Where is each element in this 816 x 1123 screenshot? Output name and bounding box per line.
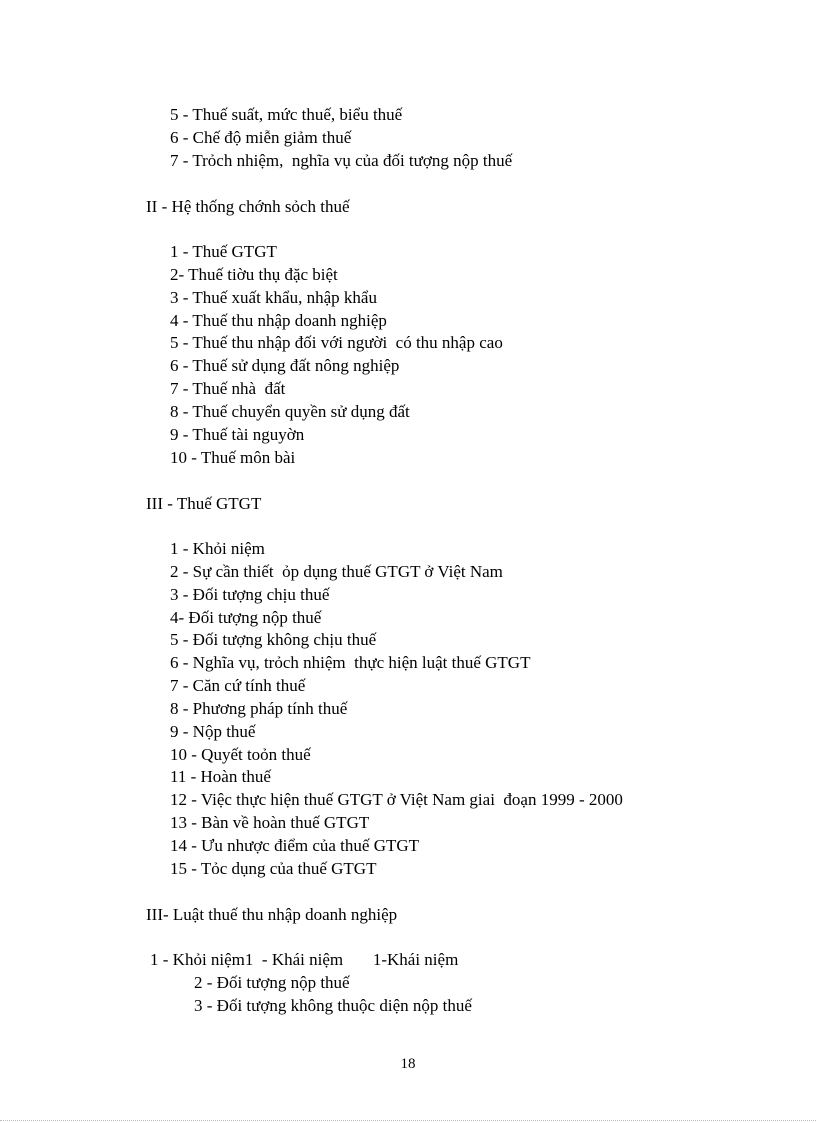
list-item: 1 - Thuế GTGT: [170, 242, 277, 261]
page-divider: [0, 1120, 816, 1121]
list-item: 9 - Nộp thuế: [170, 722, 256, 741]
section-heading: III - Thuế GTGT: [146, 494, 262, 513]
list-item: 3 - Đối tượng không thuộc diện nộp thuế: [194, 996, 472, 1015]
list-item: 13 - Bàn về hoàn thuế GTGT: [170, 813, 370, 832]
list-item: 4- Đối tượng nộp thuế: [170, 608, 322, 627]
list-item: 1 - Khỏi niệm1 - Khái niệm 1-Khái niệm: [150, 950, 459, 969]
section-heading: II - Hệ thống chớnh sỏch thuế: [146, 197, 350, 216]
list-item: 5 - Thuế suất, mức thuế, biểu thuế: [170, 105, 403, 124]
section-heading: III- Luật thuế thu nhập doanh nghiệp: [146, 905, 398, 924]
list-item: 14 - Ưu nhược điểm của thuế GTGT: [170, 836, 420, 855]
list-item: 5 - Thuế thu nhập đối với người có thu nhập cao: [170, 333, 503, 352]
list-item: 9 - Thuế tài nguyờn: [170, 425, 305, 444]
list-item: 10 - Thuế môn bài: [170, 448, 296, 467]
list-item: 2- Thuế tiờu thụ đặc biệt: [170, 265, 338, 284]
list-item: 1 - Khỏi niệm: [170, 539, 265, 558]
list-item: 6 - Thuế sử dụng đất nông nghiệp: [170, 356, 400, 375]
list-item: 7 - Căn cứ tính thuế: [170, 676, 306, 695]
list-item: 2 - Sự cần thiết ỏp dụng thuế GTGT ở Việt Nam: [170, 562, 503, 581]
list-item: 6 - Nghĩa vụ, trỏch nhiệm thực hiện luật thuế GTGT: [170, 653, 531, 672]
page-number: 18: [400, 1056, 416, 1072]
list-item: 15 - Tỏc dụng của thuế GTGT: [170, 859, 377, 878]
list-item: 3 - Thuế xuất khẩu, nhập khẩu: [170, 288, 377, 307]
list-item: 5 - Đối tượng không chịu thuế: [170, 630, 377, 649]
list-item: 4 - Thuế thu nhập doanh nghiệp: [170, 311, 387, 330]
list-item: 7 - Trỏch nhiệm, nghĩa vụ của đối tượng nộp thuế: [170, 151, 513, 170]
list-item: 2 - Đối tượng nộp thuế: [194, 973, 350, 992]
list-item: 11 - Hoàn thuế: [170, 767, 271, 786]
list-item: 8 - Phương pháp tính thuế: [170, 699, 348, 718]
list-item: 3 - Đối tượng chịu thuế: [170, 585, 330, 604]
list-item: 8 - Thuế chuyển quyền sử dụng đất: [170, 402, 410, 421]
list-item: 6 - Chế độ miễn giảm thuế: [170, 128, 352, 147]
list-item: 10 - Quyết toỏn thuế: [170, 745, 311, 764]
list-item: 12 - Việc thực hiện thuế GTGT ở Việt Nam giai đoạn 1999 - 2000: [170, 790, 623, 809]
list-item: 7 - Thuế nhà đất: [170, 379, 286, 398]
